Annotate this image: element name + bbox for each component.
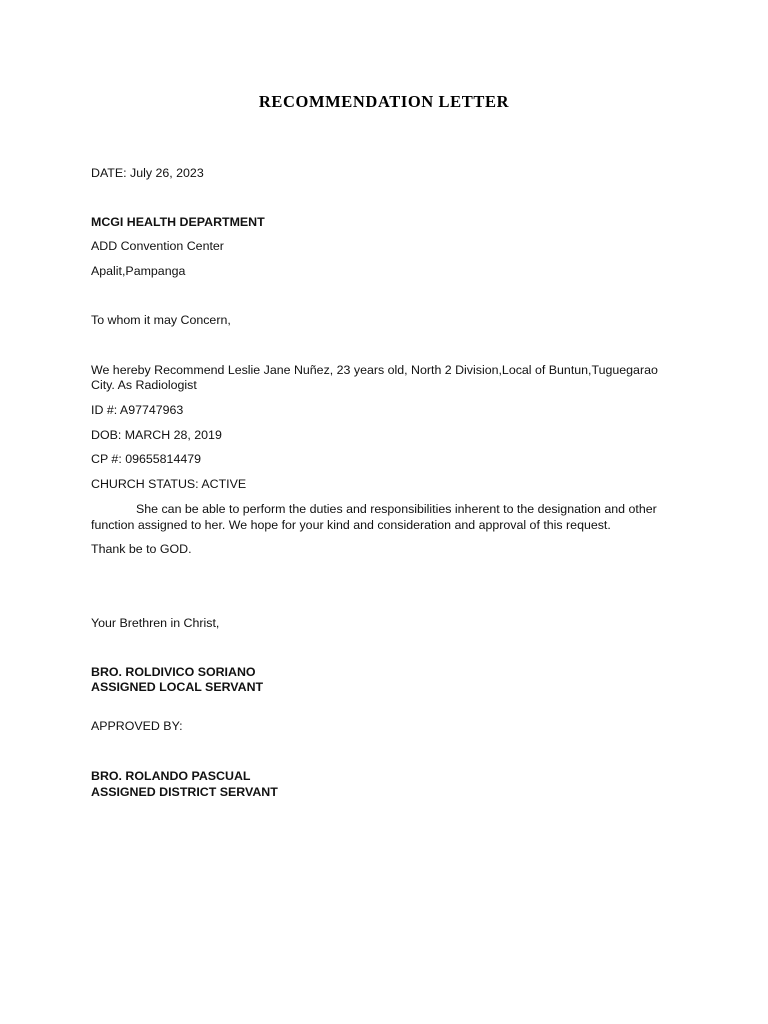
recommend-line2: City. As Radiologist <box>91 378 197 392</box>
cp-line: CP #: 09655814479 <box>91 452 202 466</box>
date-line: DATE: July 26, 2023 <box>91 166 204 180</box>
salutation: To whom it may Concern, <box>91 313 231 327</box>
addressee-line1: ADD Convention Center <box>91 239 224 253</box>
status-line: CHURCH STATUS: ACTIVE <box>91 477 247 491</box>
approved-by-label: APPROVED BY: <box>91 719 183 733</box>
closing-line: Your Brethren in Christ, <box>91 616 220 630</box>
signer2-role: ASSIGNED DISTRICT SERVANT <box>91 785 278 799</box>
paragraph-line2: function assigned to her. We hope for your kind and consideration and approval of this request. <box>91 518 611 532</box>
letter-title: RECOMMENDATION LETTER <box>258 92 510 111</box>
signer1-role: ASSIGNED LOCAL SERVANT <box>91 680 264 694</box>
addressee-line2: Apalit,Pampanga <box>91 264 186 278</box>
signer1-name: BRO. ROLDIVICO SORIANO <box>91 665 256 679</box>
id-line: ID #: A97747963 <box>91 403 184 417</box>
recommend-line1: We hereby Recommend Leslie Jane Nuñez, 23 years old, North 2 Division,Local of Buntun,Tuguegarao <box>91 363 658 377</box>
paragraph-line1: She can be able to perform the duties and responsibilities inherent to the designation and other <box>136 502 657 516</box>
addressee-org: MCGI HEALTH DEPARTMENT <box>91 215 265 229</box>
thanks-line: Thank be to GOD. <box>91 542 192 556</box>
dob-line: DOB: MARCH 28, 2019 <box>91 428 222 442</box>
signer2-name: BRO. ROLANDO PASCUAL <box>91 769 251 783</box>
